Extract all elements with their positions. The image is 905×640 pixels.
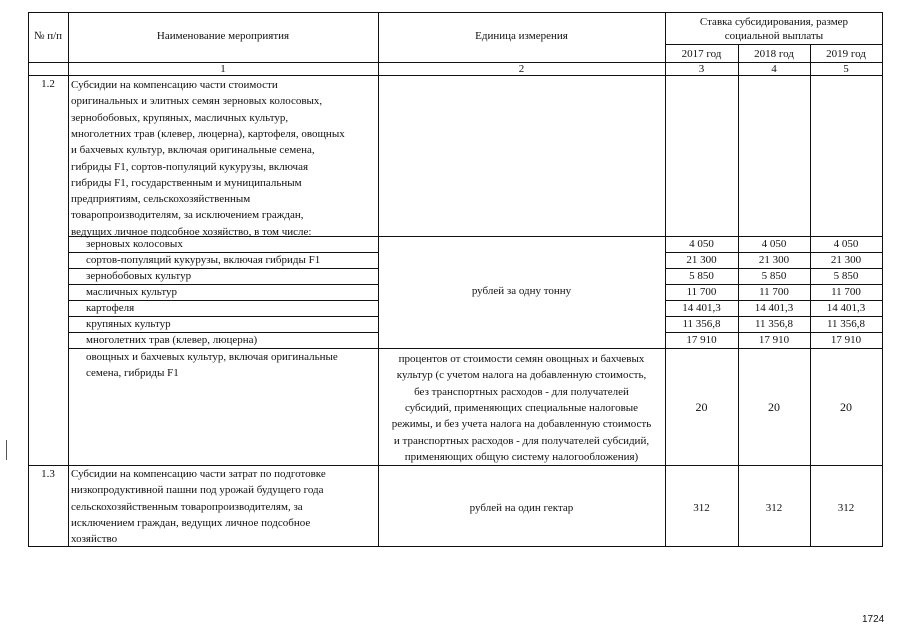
rate-value: 21 300 bbox=[686, 254, 717, 266]
header-unit: Единица измерения bbox=[475, 30, 568, 42]
vegetables-unit: применяющих общую систему налогообложения) bbox=[404, 450, 639, 463]
rate-value: 11 700 bbox=[686, 286, 717, 298]
column-number: 2 bbox=[518, 63, 525, 75]
subsidy-rate-table bbox=[28, 12, 883, 547]
rate-value: 14 401,3 bbox=[754, 302, 794, 314]
table-rule bbox=[378, 12, 379, 547]
vegetables-unit: культур (с учетом налога на добавленную стоимость, bbox=[396, 369, 647, 382]
rate-value: 17 910 bbox=[830, 334, 862, 346]
row-name: и бахчевых культур, включая оригинальные семена, bbox=[71, 144, 315, 157]
rate-value: 11 356,8 bbox=[754, 318, 794, 330]
header-year: 2019 год bbox=[826, 48, 866, 60]
row-number: 1.2 bbox=[41, 78, 55, 90]
scan-margin-mark bbox=[6, 440, 7, 460]
crop-name: масличных культур bbox=[86, 286, 178, 298]
row-name: предприятиям, сельскохозяйственным bbox=[71, 193, 251, 206]
column-number: 4 bbox=[771, 63, 777, 75]
rate-value: 21 300 bbox=[758, 254, 790, 266]
row-number: 1.3 bbox=[41, 468, 55, 480]
header-rate: социальной выплаты bbox=[724, 30, 824, 42]
table-rule bbox=[28, 12, 883, 13]
header-year: 2018 год bbox=[754, 48, 794, 60]
rate-value: 11 700 bbox=[759, 286, 789, 298]
column-number: 5 bbox=[843, 63, 849, 75]
rate-value: 21 300 bbox=[830, 254, 862, 266]
table-rule bbox=[665, 44, 883, 45]
rate-value: 20 bbox=[768, 400, 780, 414]
row-name: ведущих личное подсобное хозяйство, в том числе: bbox=[71, 225, 312, 238]
rate-value: 17 910 bbox=[686, 334, 717, 346]
header-year: 2017 год bbox=[681, 48, 722, 60]
rate-value: 4 050 bbox=[833, 238, 859, 250]
header-num: № п/п bbox=[33, 30, 63, 42]
rate-value: 4 050 bbox=[761, 238, 787, 250]
rate-value: 5 850 bbox=[761, 270, 787, 282]
rate-value: 14 401,3 bbox=[682, 302, 721, 314]
crop-name: зернобобовых культур bbox=[86, 270, 192, 282]
rate-value: 11 356,8 bbox=[682, 318, 721, 330]
vegetables-unit: режимы, и без учета налога на добавленную стоимость bbox=[391, 418, 652, 431]
rate-value: 11 700 bbox=[831, 286, 861, 298]
row-name: Субсидии на компенсацию части стоимости bbox=[71, 79, 278, 91]
column-number: 1 bbox=[220, 63, 226, 75]
row-name: сельскохозяйственным товаропроизводителям, за bbox=[71, 500, 303, 513]
header-name: Наименование мероприятия bbox=[156, 30, 290, 42]
vegetables-unit: субсидий, применяющих специальные налоговые bbox=[404, 401, 639, 414]
unit-per-hectare: рублей на один гектар bbox=[469, 502, 574, 514]
row-name: хозяйство bbox=[71, 533, 118, 546]
crop-name: многолетних трав (клевер, люцерна) bbox=[86, 334, 258, 346]
rate-value: 20 bbox=[695, 400, 708, 414]
rate-value: 4 050 bbox=[689, 238, 714, 250]
row-name: оригинальных и элитных семян зерновых колосовых, bbox=[71, 95, 323, 108]
column-number: 3 bbox=[698, 63, 705, 75]
crop-name: крупяных культур bbox=[86, 318, 171, 330]
table-rule bbox=[882, 12, 883, 547]
vegetables-unit: и транспортных расходов - для получателей субсидий, bbox=[393, 434, 650, 447]
table-rule bbox=[68, 12, 69, 547]
rate-value: 5 850 bbox=[689, 270, 714, 282]
row-name: многолетних трав (клевер, люцерна), картофеля, овощных bbox=[71, 127, 345, 140]
rate-value: 17 910 bbox=[758, 334, 790, 346]
rate-value: 312 bbox=[765, 502, 783, 514]
vegetables-name: семена, гибриды F1 bbox=[86, 367, 179, 380]
table-rule bbox=[28, 546, 883, 547]
row-name: гибриды F1, государственным и муниципальным bbox=[71, 176, 302, 189]
row-name: исключением граждан, ведущих личное подсобное bbox=[71, 516, 311, 529]
crop-name: сортов-популяций кукурузы, включая гибриды F1 bbox=[86, 254, 321, 266]
rate-value: 312 bbox=[693, 502, 710, 514]
row-name: товаропроизводителям, за исключением граждан, bbox=[71, 209, 304, 222]
header-rate: Ставка субсидирования, размер bbox=[699, 16, 849, 28]
crop-name: картофеля bbox=[86, 302, 135, 314]
rate-value: 20 bbox=[840, 400, 852, 414]
unit-per-tonne: рублей за одну тонну bbox=[471, 285, 572, 297]
rate-value: 312 bbox=[837, 502, 855, 514]
row-name: гибриды F1, сортов-популяций кукурузы, включая bbox=[71, 160, 309, 173]
rate-value: 5 850 bbox=[833, 270, 859, 282]
row-name: низкопродуктивной пашни под урожай будущего года bbox=[71, 484, 324, 497]
page-number: 1724 bbox=[862, 614, 885, 625]
vegetables-unit: процентов от стоимости семян овощных и бахчевых bbox=[398, 353, 645, 365]
row-name: Субсидии на компенсацию части затрат по подготовке bbox=[71, 468, 326, 480]
crop-name: зерновых колосовых bbox=[86, 238, 183, 250]
row-name: зернобобовых, крупяных, масличных культур, bbox=[71, 111, 289, 124]
rate-value: 14 401,3 bbox=[826, 302, 866, 314]
rate-value: 11 356,8 bbox=[826, 318, 866, 330]
vegetables-unit: без транспортных расходов - для получателей bbox=[414, 385, 629, 398]
vegetables-name: овощных и бахчевых культур, включая оригинальные bbox=[86, 351, 338, 363]
